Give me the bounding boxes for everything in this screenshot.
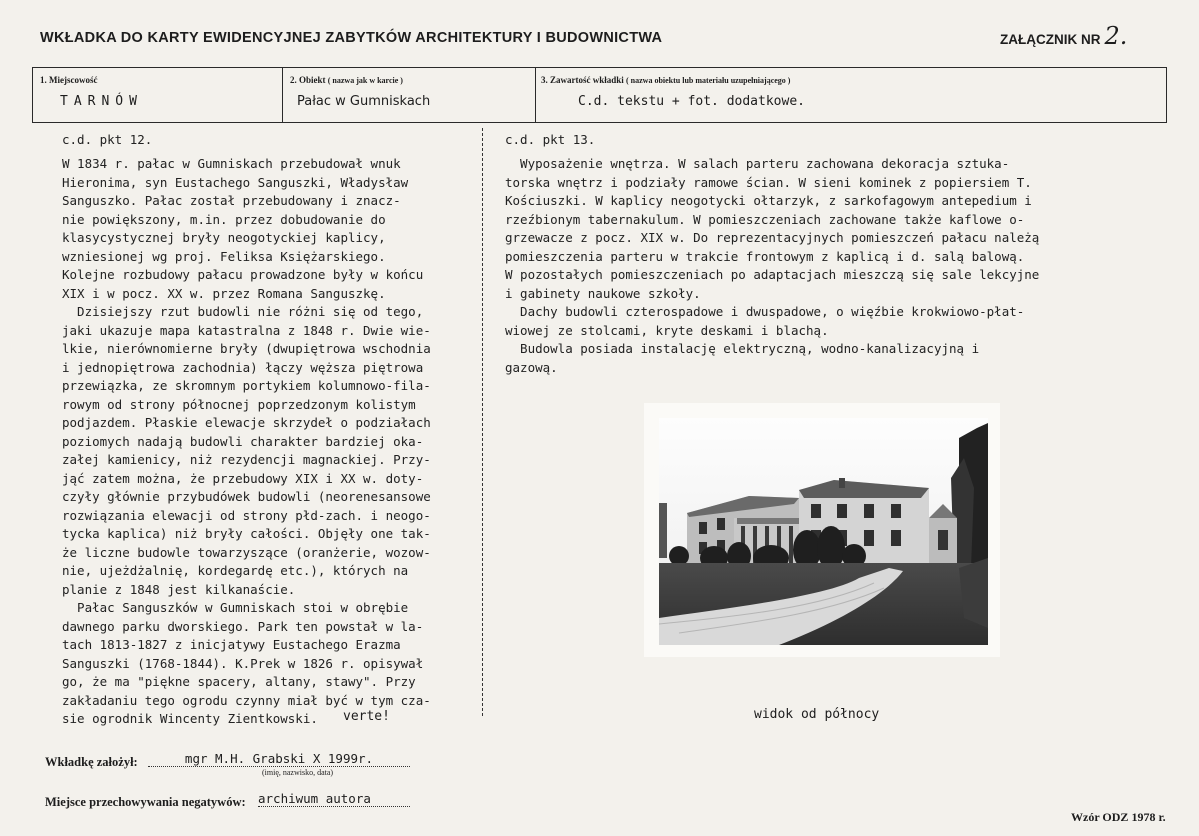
photo-caption: widok od północy (754, 707, 880, 722)
table-left-rule (32, 67, 33, 123)
left-body-line: dawnego parku dworskiego. Park ten powstał w la- (62, 618, 424, 634)
annex-label (1000, 22, 1127, 50)
founder-value: mgr M.H. Grabski X 1999r. (148, 751, 410, 767)
left-body-line: tycka kaplica) niż bryły całości. Objęły one tak- (62, 526, 431, 541)
locality-value: TARNÓW (60, 94, 143, 109)
right-body-line: Dachy budowli czterospadowe i dwuspadowe, o więźbie krokwiowo-płat- (505, 304, 1025, 319)
left-body-line: podjazdem. Płaskie elewacje skrzydeł o podziałach (62, 415, 431, 430)
negatives-value: archiwum autora (258, 791, 410, 807)
right-body-line: Budowla posiada instalację elektryczną, wodno-kanalizacyjną i (505, 341, 980, 356)
left-heading: c.d. pkt 12. (62, 132, 153, 147)
annex-label-text: ZAŁĄCZNIK NR (1000, 32, 1101, 47)
right-body-line: i gabinety naukowe szkoły. (505, 285, 701, 301)
left-body-line: poziomych nadają budowli charakter bardziej oka- (62, 433, 424, 449)
right-body-line: grzewacze z pocz. XIX w. Do reprezentacyjnych pomieszczeń pałacu należą (505, 230, 1040, 245)
contents-label-hint: ( nazwa obiektu lub materiału uzupełniającego ) (626, 76, 791, 85)
palace-photo (659, 418, 988, 645)
form-title: WKŁADKA DO KARTY EWIDENCYJNEJ ZABYTKÓW ARCHITEKTURY I BUDOWNICTWA (40, 30, 663, 46)
table-bottom-rule (32, 122, 1166, 123)
column-divider (482, 128, 483, 716)
left-body-line: wzniesionej wg proj. Feliksa Księżarskiego. (62, 248, 386, 264)
right-body-line: Kościuszki. W kaplicy neogotycki ołtarzyk, z sarkofagowym antepedium i (505, 193, 1032, 208)
founder-label: Wkładkę założył: (45, 755, 138, 769)
object-label-hint: ( nazwa jak w karcie ) (327, 76, 403, 85)
left-body-line: czyły głównie przybudówek budowli (neorenesansowe (62, 489, 431, 504)
right-body-line: Wyposażenie wnętrza. W salach parteru zachowana dekoracja sztuka- (505, 156, 1010, 171)
locality-label: 1. Miejscowość (40, 75, 98, 85)
annex-number: 2. (1104, 22, 1128, 50)
left-body-line: Sanguszko. Pałac został przebudowany i znacz- (62, 193, 401, 208)
left-body-line: W 1834 r. pałac w Gumniskach przebudował wnuk (62, 156, 401, 171)
right-body-line: W pozostałych pomieszczeniach po adaptacjach mieszczą się sale lekcyjne (505, 267, 1040, 282)
left-body-line: Hieronima, syn Eustachego Sanguszki, Władysław (62, 174, 409, 190)
negatives-label: Miejsce przechowywania negatywów: (45, 795, 246, 809)
left-body-line: rowym od strony północnej poprzedzonym kolistym (62, 396, 416, 412)
left-body-line: Sanguszki (1768-1844). K.Prek w 1826 r. opisywał (62, 655, 424, 671)
founder-note: (imię, nazwisko, data) (262, 768, 334, 777)
left-body-line: że liczne budowle towarzyszące (oranżerie, wozow- (62, 544, 431, 560)
left-body-line: lkie, nierównomierne bryły (dwupiętrowa wschodnia (62, 341, 431, 356)
right-body-line: wiowej ze stolcami, kryte deskami i blachą. (505, 322, 829, 338)
object-label-text: 2. Obiekt (290, 75, 326, 85)
left-body-line: zakładaniu tego ogrodu czynny miał być w tym cza- (62, 692, 431, 708)
contents-value: C.d. tekstu + fot. dodatkowe. (578, 94, 805, 109)
right-body-line: gazową. (505, 359, 558, 375)
table-right-rule (1166, 67, 1167, 123)
left-body-line: Kolejne rozbudowy pałacu prowadzone były w końcu (62, 267, 424, 282)
left-body-line: planie z 1848 jest kilkanaście. (62, 581, 296, 597)
left-body-line: rozwiązania elewacji od strony płd-zach. i neogo- (62, 507, 431, 523)
left-body-line: tach 1813-1827 z inicjatywy Eustachego Erazma (62, 637, 401, 652)
left-body-line: Pałac Sanguszków w Gumniskach stoi w obrębie (62, 600, 409, 615)
right-body-line: pomieszczenia parteru w trakcie frontowym z kaplicą i d. salą balową. (505, 248, 1025, 264)
verte-note: verte! (343, 709, 390, 724)
left-body-line: XIX i w pocz. XX w. przez Romana Sanguszkę. (62, 285, 386, 301)
object-value: Pałac w Gumniskach (297, 94, 431, 109)
right-heading: c.d. pkt 13. (505, 132, 596, 147)
left-body-line: przewiązka, ze skromnym portykiem kolumnowo-fila- (62, 378, 431, 393)
left-body-line: jaki ukazuje mapa katastralna z 1848 r. Dwie wie- (62, 322, 431, 338)
left-body (62, 155, 431, 729)
left-body-line: i jednopiętrowa zachodnia) łączy węższa piętrowa (62, 359, 424, 375)
contents-label-text: 3. Zawartość wkładki (541, 75, 624, 85)
left-body-line: załej kamienicy, niż rezydencji magnackiej. Przy- (62, 452, 431, 467)
left-body-line: jąć zatem można, że przebudowy XIX i XX w. doty- (62, 470, 424, 486)
object-label (290, 75, 403, 85)
right-body-line: rzeźbionym tabernakulum. W pomieszczeniach zachowane także kaflowe o- (505, 211, 1025, 227)
left-body-line: klasycystycznej bryły neogotyckiej kaplicy, (62, 230, 386, 245)
left-body-line: sie ogrodnik Wincenty Zientkowski. (62, 711, 318, 726)
table-divider-2 (535, 67, 536, 123)
left-body-line: go, że ma "piękne spacery, altany, stawy". Przy (62, 674, 416, 689)
right-body (505, 155, 1039, 377)
left-body-line: Dzisiejszy rzut budowli nie różni się od tego, (62, 304, 424, 319)
table-divider-1 (282, 67, 283, 123)
right-body-line: torska wnętrz i podziały ramowe ścian. W sieni kominek z popiersiem T. (505, 174, 1032, 190)
palace-photo-image (659, 418, 988, 645)
contents-label (541, 75, 790, 85)
left-body-line: nie powiększony, m.in. przez dobudowanie do (62, 211, 386, 227)
left-body-line: nie, ujeżdżalnię, kordegardę etc.), których na (62, 563, 409, 578)
form-code: Wzór ODZ 1978 r. (1071, 810, 1166, 824)
table-top-rule (32, 67, 1166, 68)
